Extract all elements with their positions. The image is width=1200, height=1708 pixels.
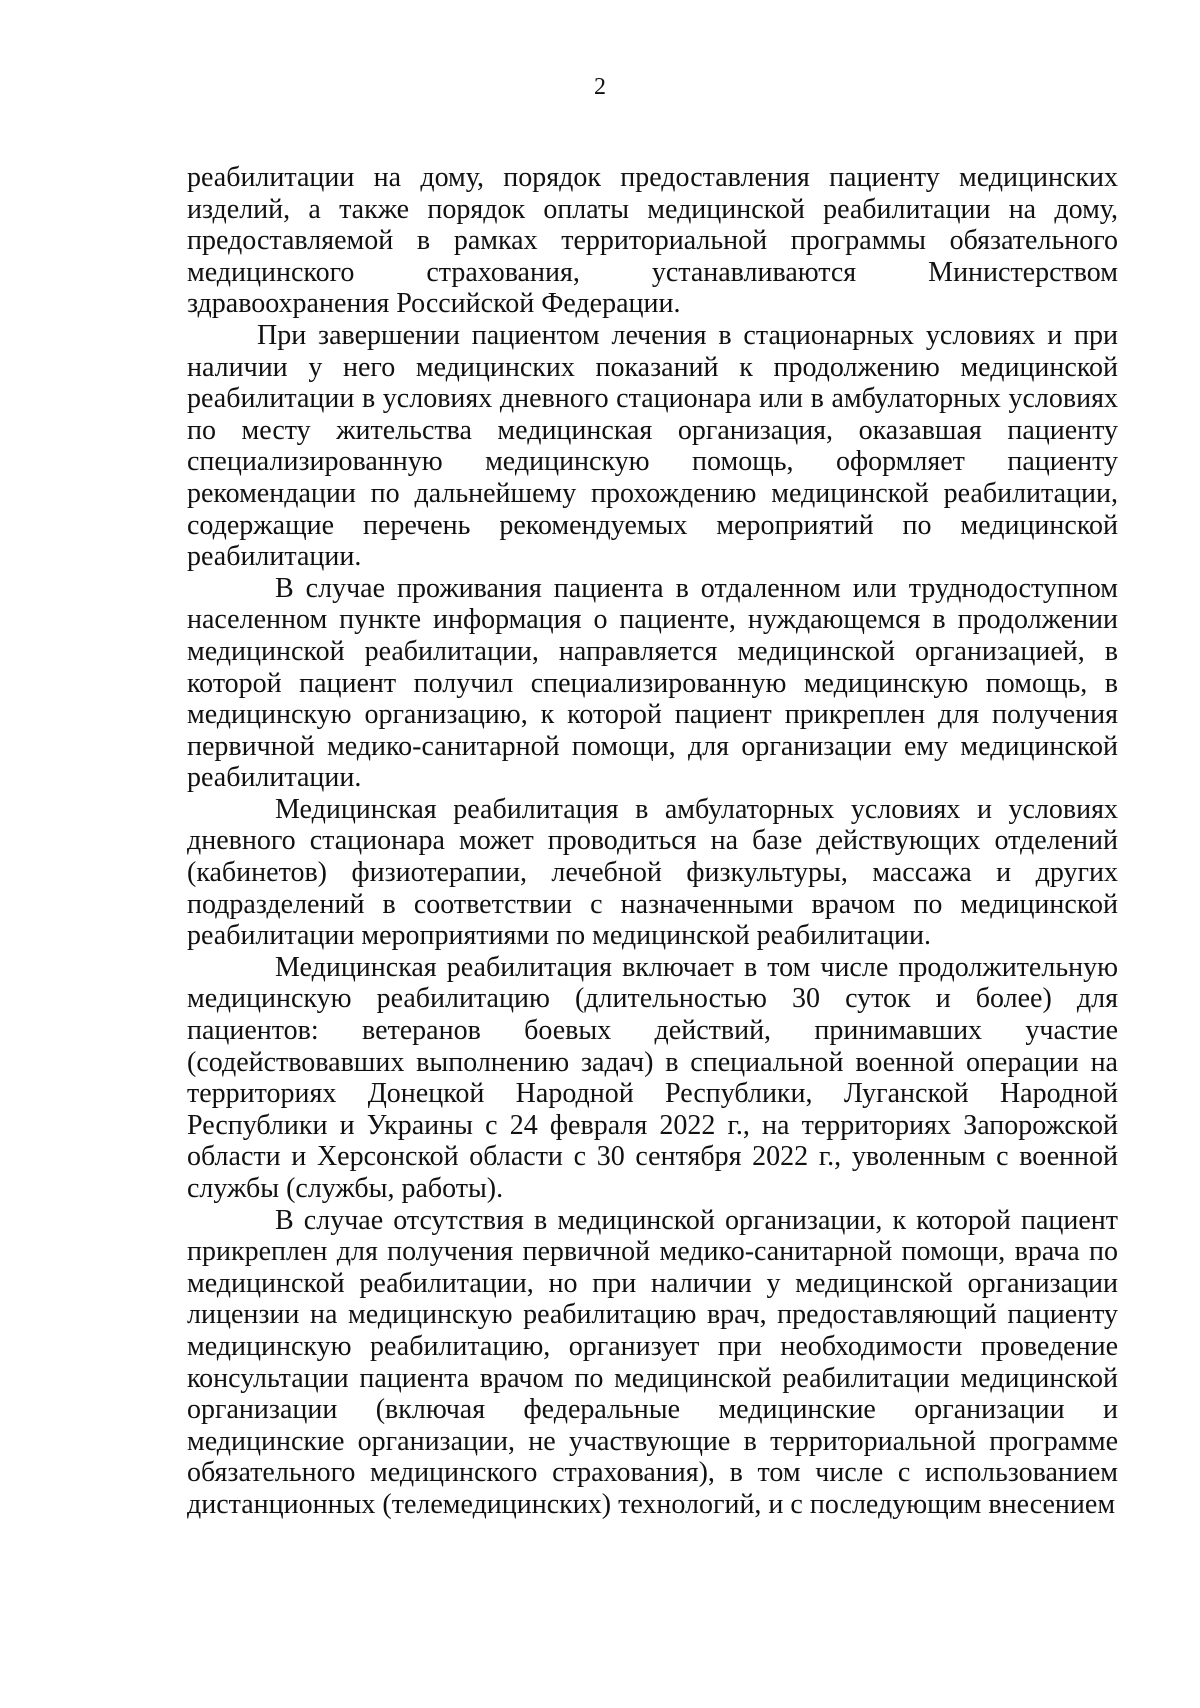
page-number: 2: [594, 74, 606, 100]
paragraph-3: В случае проживания пациента в отдаленном или труднодоступном населенном пункте информация о пациенте, нуждающемся в продолжении медицинской реабилитации, направляется медицинской организацией, в которой пациент получил специализированную медицинскую помощь, в медицинскую организацию, к которой пациент прикреплен для получения первичной медико-санитарной помощи, для организации ему медицинской реабилитации.: [187, 572, 1118, 794]
paragraph-6: В случае отсутствия в медицинской организации, к которой пациент прикреплен для получения первичной медико-санитарной помощи, врача по медицинской реабилитации, но при наличии у медицинской организации лицензии на медицинскую реабилитацию врач, предоставляющий пациенту медицинскую реабилитацию, организует при необходимости проведение консультации пациента врачом по медицинской реабилитации медицинской организации (включая федеральные медицинские организации и медицинские организации, не участвующие в территориальной программе обязательного медицинского страхования), в том числе с использованием дистанционных (телемедицинских) технологий, и с последующим внесением: [187, 1204, 1118, 1520]
paragraph-4: Медицинская реабилитация в амбулаторных условиях и условиях дневного стационара может проводиться на базе действующих отделений (кабинетов) физиотерапии, лечебной физкультуры, массажа и других подразделений в соответствии с назначенными врачом по медицинской реабилитации мероприятиями по медицинской реабилитации.: [187, 793, 1118, 952]
paragraph-5: Медицинская реабилитация включает в том числе продолжительную медицинскую реабилитацию (длительностью 30 суток и более) для пациентов: ветеранов боевых действий, принимавших участие (содействовавших выполнению задач) в специальной военной операции на территориях Донецкой Народной Республики, Луганской Народной Республики и Украины с 24 февраля 2022 г., на территориях Запорожской области и Херсонской области с 30 сентября 2022 г., уволенным с военной службы (службы, работы).: [187, 951, 1118, 1204]
paragraph-2: При завершении пациентом лечения в стационарных условиях и при наличии у него медицинских показаний к продолжению медицинской реабилитации в условиях дневного стационара или в амбулаторных условиях по месту жительства медицинская организация, оказавшая пациенту специализированную медицинскую помощь, оформляет пациенту рекомендации по дальнейшему прохождению медицинской реабилитации, содержащие перечень рекомендуемых мероприятий по медицинской реабилитации.: [187, 319, 1118, 573]
document-body: [187, 162, 1118, 1521]
paragraph-1: реабилитации на дому, порядок предоставления пациенту медицинских изделий, а также порядок оплаты медицинской реабилитации на дому, предоставляемой в рамках территориальной программы обязательного медицинского страхования, устанавливаются Министерством здравоохранения Российской Федерации.: [187, 162, 1118, 320]
